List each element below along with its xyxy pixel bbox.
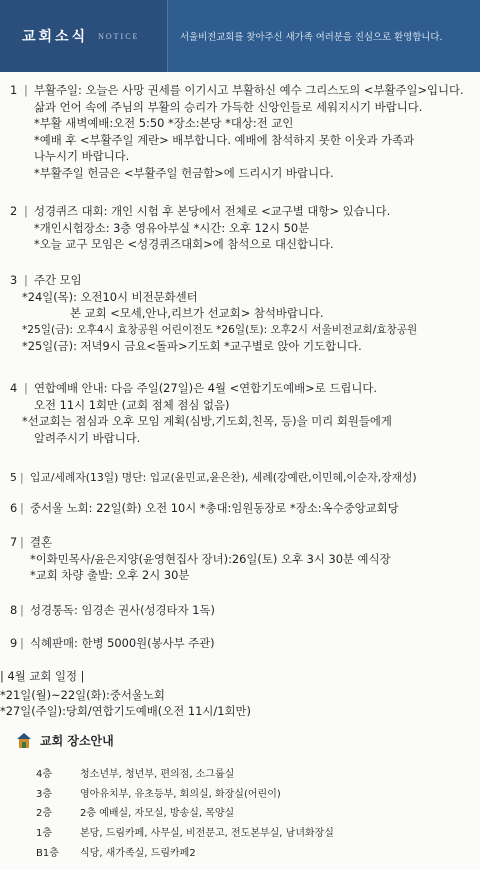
item-line: 식혜판매: 한병 5000원(봉사부 주관) (30, 636, 215, 650)
item-line: *24일(목): 오전10시 비전문화센터 (22, 289, 198, 304)
floor-name: B1층 (36, 847, 59, 859)
item-line: 주간 모임 (34, 273, 82, 287)
item-line: 성경퀴즈 대회: 개인 시험 후 본당에서 전체로 <교구별 대항> 있습니다. (34, 204, 391, 218)
floor-rooms: 식당, 새가족실, 드림카페2 (80, 847, 196, 859)
floor-rooms: 본당, 드림카페, 사무실, 비전문고, 전도본부실, 남녀화장실 (80, 828, 334, 840)
location-guide-title (16, 732, 114, 749)
notice-item-6: 6 | 중서울 노회: 22일(화) 오전 10시 *총대:임원동장로 *장소:옥수중앙교회당 (10, 501, 399, 515)
item-number: 1 (10, 83, 18, 97)
item-line: 부활주일: 오늘은 사망 권세를 이기시고 부활하신 예수 그리스도의 <부활주일>입니다. (34, 83, 464, 97)
item-line: 연합예배 안내: 다음 주일(27일)은 4월 <연합기도예배>로 드립니다. (34, 381, 377, 395)
item-line: *예배 후 <부활주일 계란> 배부합니다. 예배에 참석하지 못한 이웃과 가족과 (34, 132, 415, 147)
header-title: 교회소식 (22, 29, 89, 45)
notice-header (0, 0, 480, 72)
item-line: *25일(금): 오후4시 효창공원 어린이전도 *26일(토): 오후2시 서울비전교회/효창공원 (22, 323, 418, 336)
floor-row (30, 765, 334, 785)
floor-rooms: 청소년부, 청년부, 편의점, 소그룹실 (80, 769, 235, 780)
item-number: 2 (10, 204, 18, 218)
notice-item-4: 4 | 연합예배 안내: 다음 주일(27일)은 4월 <연합기도예배>로 드립니다. 오전 11시 1회만 (교회 점체 점심 없음) *선교회는 점심과 오후 모임 계획(심방,기도회,친목, 등)을 미리 회원들에게 알려주시기 바랍니다. (10, 381, 392, 445)
notice-item-9: 9 | 식혜판매: 한병 5000원(봉사부 주관) (10, 636, 215, 650)
floor-rooms: 영아유치부, 유초등부, 회의실, 화장실(어린이) (80, 788, 281, 800)
item-number: 9 (10, 636, 18, 650)
floor-guide (30, 765, 334, 864)
header-welcome: 서울비전교회를 찾아주신 새가족 여러분을 진심으로 환영합니다. (180, 32, 443, 43)
notice-item-1: 1 | 부활주일: 오늘은 사망 권세를 이기시고 부활하신 예수 그리스도의 <부활주일>입니다. 삶과 언어 속에 주님의 부활의 승리가 가득한 신앙인들로 세워지시기 바랍니다. *부활 새벽예배:오전 5:50 *장소:본당 *대상:전 교인 *예배 후 <부활주일 계란> 배부합니다. 예배에 참석하지 못한 이웃과 가족과 나누시기 바랍니다. *부활주일 헌금은 <부활주일 헌금함>에 드리시기 바랍니다. (10, 83, 464, 180)
item-line: 오전 11시 1회만 (교회 점체 점심 없음) (34, 397, 230, 412)
item-line: 입교/세례자(13일) 명단: 입교(윤민교,윤은찬), 세례(강예란,이민혜,이순자,장재성) (30, 471, 417, 484)
schedule-title: | 4월 교회 일정 | (0, 669, 85, 683)
floor-name: 3층 (36, 788, 53, 800)
item-line: 중서울 노회: 22일(화) 오전 10시 *총대:임원동장로 *장소:옥수중앙교회당 (30, 501, 399, 515)
notice-item-2: 2 | 성경퀴즈 대회: 개인 시험 후 본당에서 전체로 <교구별 대항> 있습니다. *개인시험장소: 3층 영유아부실 *시간: 오후 12시 50분 *오늘 교구 모임은 <성경퀴즈대회>에 참석으로 대신합니다. (10, 204, 391, 252)
floor-name: 4층 (36, 769, 53, 780)
item-line: 본 교회 <모세,안나,리브가 선교회> 참석바랍니다. (70, 306, 324, 321)
item-line: *오늘 교구 모임은 <성경퀴즈대회>에 참석으로 대신합니다. (34, 237, 334, 252)
floor-row (30, 844, 334, 864)
item-line: *부활주일 헌금은 <부활주일 헌금함>에 드리시기 바랍니다. (34, 165, 334, 180)
notice-item-7: 7 | 결혼 *이화민목사/윤은지양(윤영현집사 장녀):26일(토) 오후 3시 30분 예식장 *교회 차량 출발: 오후 2시 30분 (10, 535, 391, 583)
item-number: 5 (10, 471, 17, 484)
location-title-text: 교회 장소안내 (40, 734, 114, 748)
item-line: *선교회는 점심과 오후 모임 계획(심방,기도회,친목, 등)을 미리 회원들에게 (22, 414, 392, 429)
floor-row (30, 785, 334, 805)
april-schedule (0, 668, 251, 720)
schedule-line: *21일(월)~22일(화):중서울노회 (0, 687, 165, 702)
schedule-line: *27일(주일):당회/연합기도예배(오전 11시/1회만) (0, 704, 251, 719)
item-line: 결혼 (30, 535, 53, 549)
floor-name: 2층 (36, 808, 53, 820)
item-line: 삶과 언어 속에 주님의 부활의 승리가 가득한 신앙인들로 세워지시기 바랍니다. (34, 99, 423, 114)
item-line: *개인시험장소: 3층 영유아부실 *시간: 오후 12시 50분 (34, 220, 310, 235)
item-line: 알려주시기 바랍니다. (34, 430, 141, 445)
notice-item-8: 8 | 성경통독: 임경손 권사(성경타자 1독) (10, 603, 215, 617)
item-number: 7 (10, 535, 18, 549)
item-line: *25일(금): 저녁9시 금요<돌파>기도회 *교구별로 앉아 기도합니다. (22, 339, 362, 354)
item-line: 성경통독: 임경손 권사(성경타자 1독) (30, 603, 215, 617)
item-number: 4 (10, 381, 18, 395)
notice-item-3: 3 | 주간 모임 *24일(목): 오전10시 비전문화센터 본 교회 <모세,안나,리브가 선교회> 참석바랍니다. *25일(금): 오후4시 효창공원 어린이전도 *26일(토): 오후2시 서울비전교회/효창공원 *25일(금): 저녁9시 금요<돌파>기도회 *교구별로 앉아 기도합니다. (10, 273, 418, 354)
item-number: 8 (10, 603, 18, 617)
floor-row (30, 824, 334, 844)
notice-item-5: 5 | 입교/세례자(13일) 명단: 입교(윤민교,윤은찬), 세례(강예란,이민혜,이순자,장재성) (10, 470, 417, 487)
item-line: *교회 차량 출발: 오후 2시 30분 (30, 568, 190, 583)
item-line: *부활 새벽예배:오전 5:50 *장소:본당 *대상:전 교인 (34, 116, 294, 131)
floor-rooms: 2층 예배실, 자모실, 방송실, 목양실 (80, 808, 235, 820)
floor-row (30, 804, 334, 824)
header-title-box (0, 0, 168, 72)
item-number: 6 (10, 501, 18, 515)
item-line: 나누시기 바랍니다. (34, 149, 130, 164)
item-number: 3 (10, 273, 18, 287)
item-line: *이화민목사/윤은지양(윤영현집사 장녀):26일(토) 오후 3시 30분 예식장 (30, 551, 391, 566)
notice-body (0, 72, 480, 748)
church-icon (16, 733, 32, 749)
header-notice-label: NOTICE (98, 31, 140, 41)
floor-name: 1층 (36, 828, 53, 840)
